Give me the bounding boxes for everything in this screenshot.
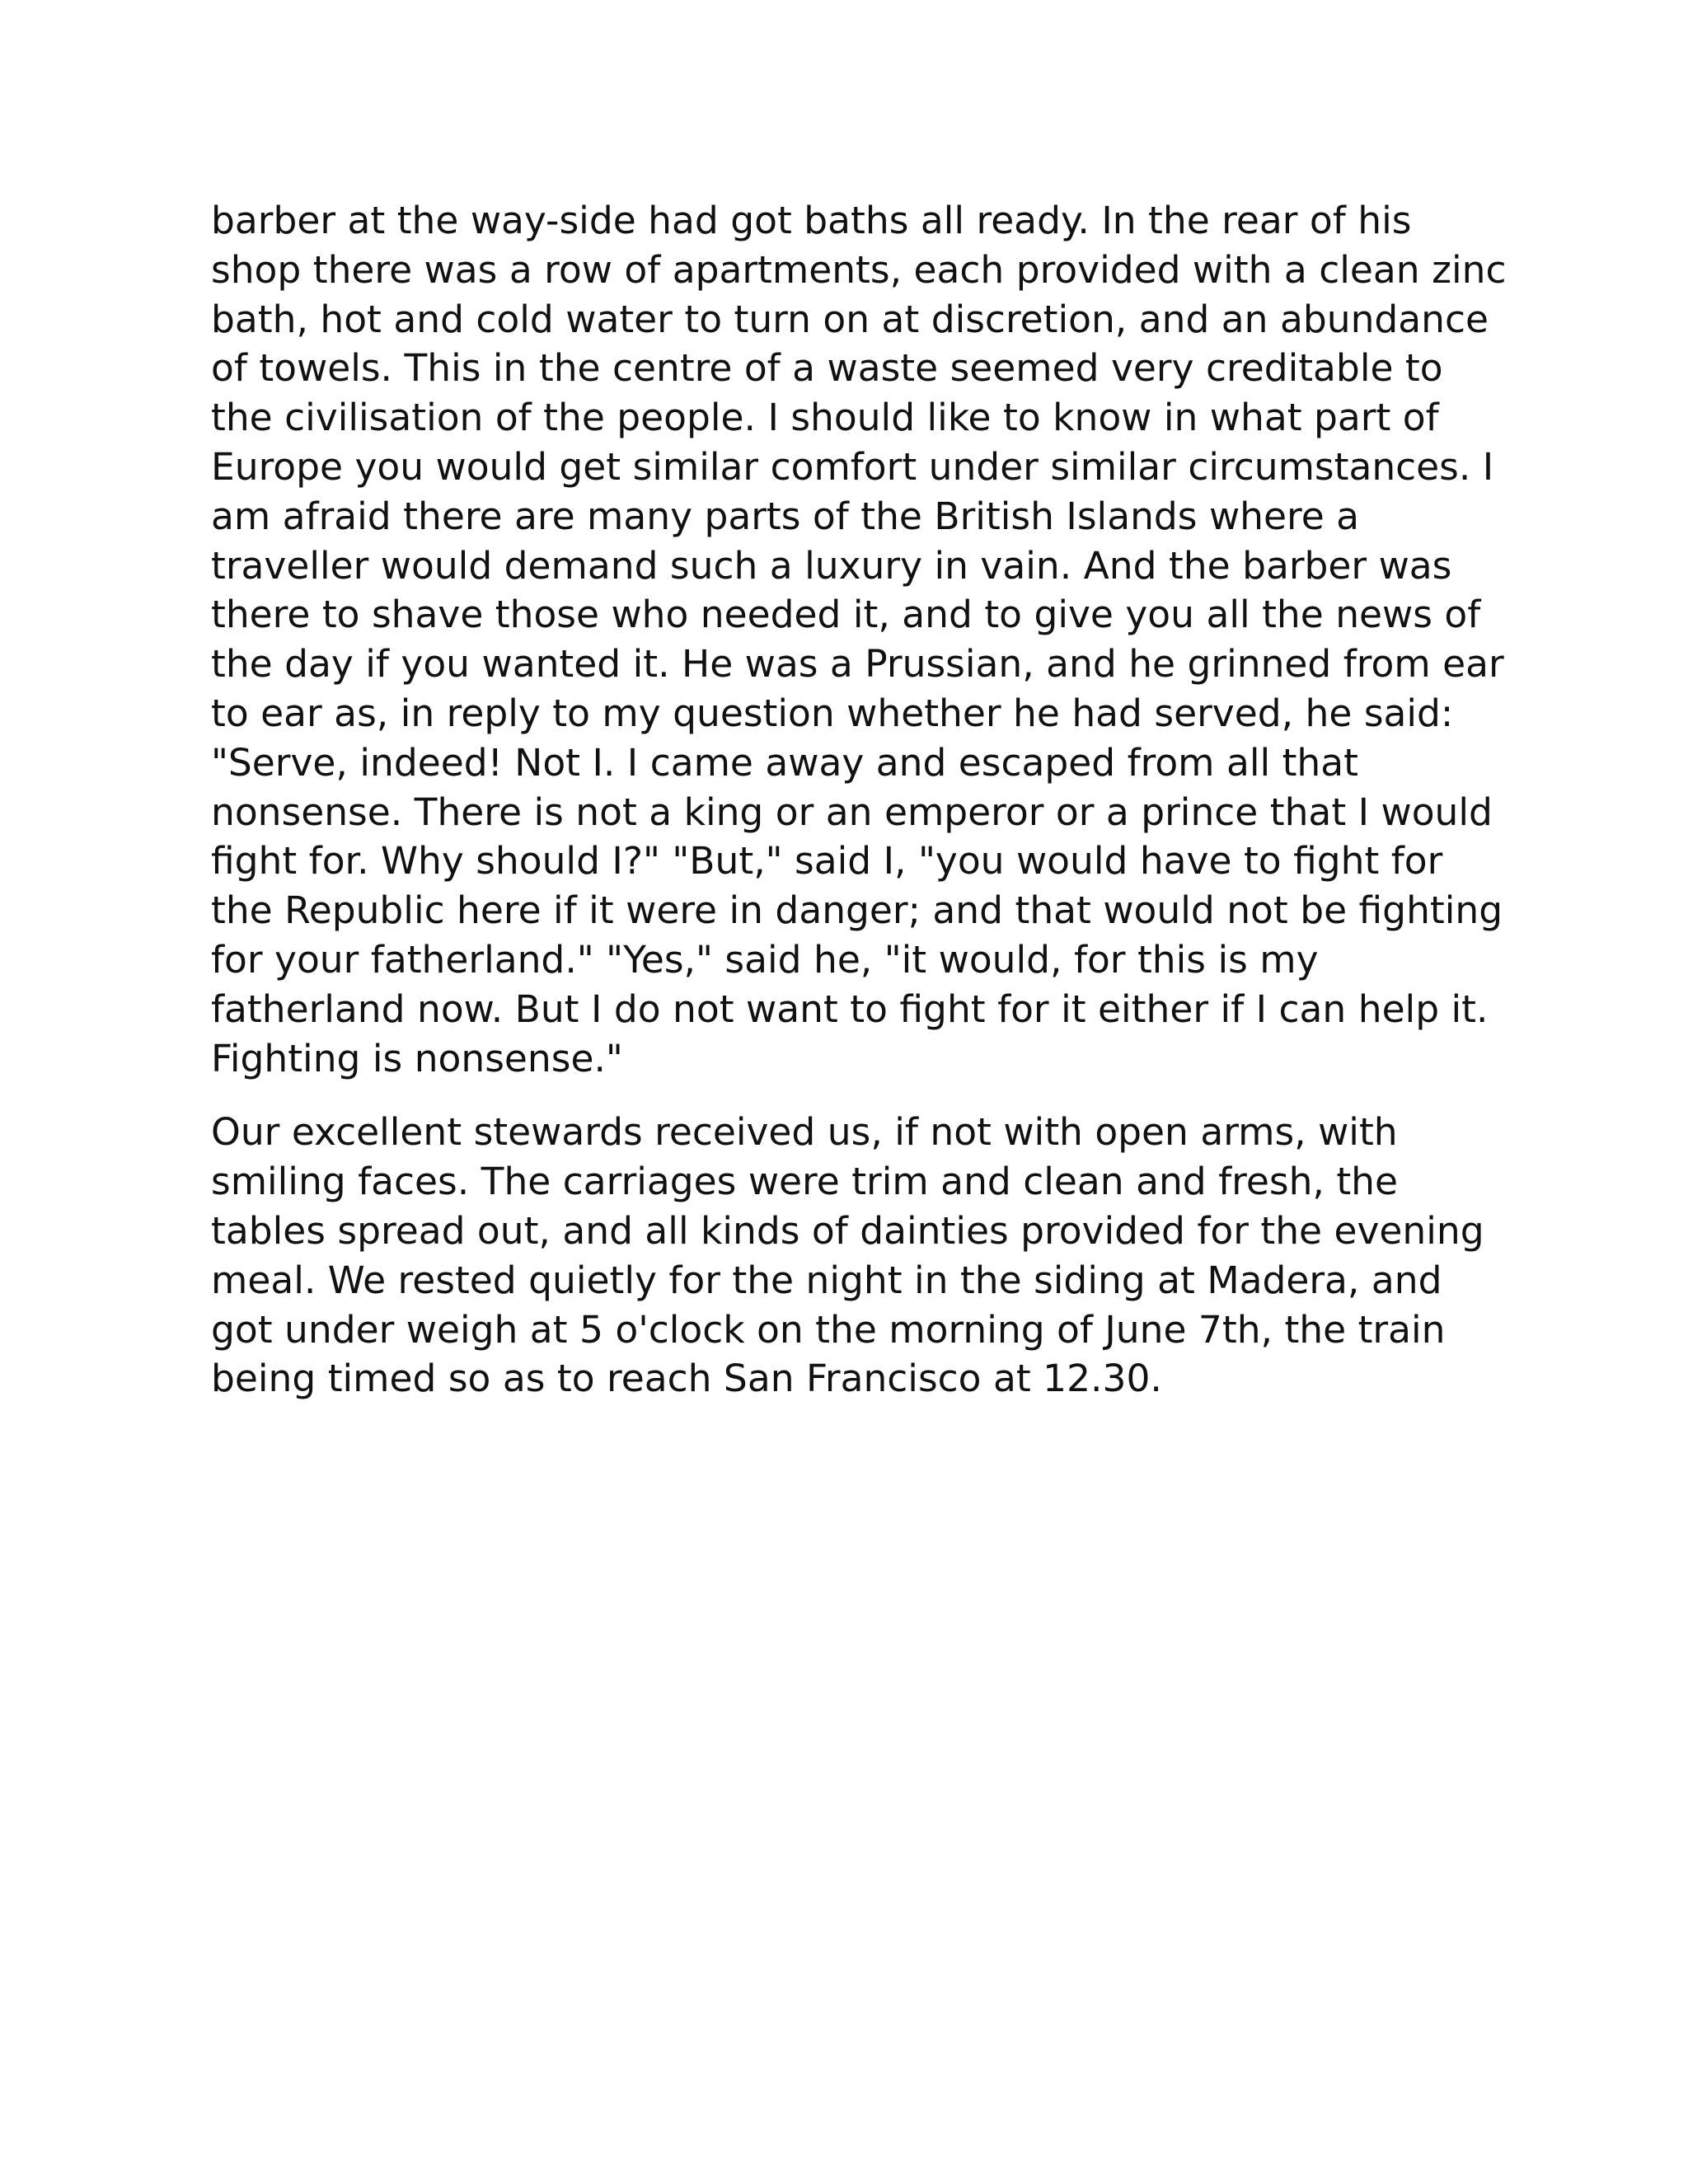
text-line: am afraid there are many parts of the British Islands where a <box>211 494 1360 538</box>
paragraph-2 <box>211 1108 1497 1404</box>
text-line: tables spread out, and all kinds of dainties provided for the evening <box>211 1208 1484 1253</box>
text-line: the Republic here if it were in danger; and that would not be fighting <box>211 888 1503 933</box>
text-line: nonsense. There is not a king or an emperor or a prince that I would <box>211 790 1493 834</box>
text-line: Europe you would get similar comfort under similar circumstances. I <box>211 444 1494 489</box>
text-line: fight for. Why should I?" "But," said I, "you would have to fight for <box>211 839 1443 883</box>
paragraph-1 <box>211 196 1507 1083</box>
text-line: being timed so as to reach San Francisco at 12.30. <box>211 1357 1162 1401</box>
text-line: Fighting is nonsense." <box>211 1036 623 1080</box>
text-line: meal. We rested quietly for the night in the siding at Madera, and <box>211 1258 1442 1302</box>
text-line: to ear as, in reply to my question whether he had served, he said: <box>211 691 1454 735</box>
text-line: for your fatherland." "Yes," said he, "it would, for this is my <box>211 937 1319 982</box>
paragraph-spacer <box>211 1083 1497 1108</box>
text-line: the civilisation of the people. I should like to know in what part of <box>211 396 1439 440</box>
text-line: barber at the way-side had got baths all ready. In the rear of his <box>211 199 1412 242</box>
text-line: got under weigh at 5 o'clock on the morning of June 7th, the train <box>211 1307 1446 1352</box>
text-line: bath, hot and cold water to turn on at discretion, and an abundance <box>211 297 1489 341</box>
text-line: shop there was a row of apartments, each provided with a clean zinc <box>211 247 1507 292</box>
text-line: Our excellent stewards received us, if not with open arms, with <box>211 1110 1398 1155</box>
body-text <box>211 196 1507 1404</box>
text-line: smiling faces. The carriages were trim and clean and fresh, the <box>211 1160 1399 1204</box>
text-line: fatherland now. But I do not want to fight for it either if I can help it. <box>211 987 1489 1031</box>
text-line: of towels. This in the centre of a waste seemed very creditable to <box>211 346 1443 391</box>
text-line: there to shave those who needed it, and to give you all the news of <box>211 593 1481 637</box>
text-line: "Serve, indeed! Not I. I came away and escaped from all that <box>211 740 1358 785</box>
text-line: traveller would demand such a luxury in vain. And the barber was <box>211 543 1452 588</box>
text-line: the day if you wanted it. He was a Prussian, and he grinned from ear <box>211 642 1504 687</box>
